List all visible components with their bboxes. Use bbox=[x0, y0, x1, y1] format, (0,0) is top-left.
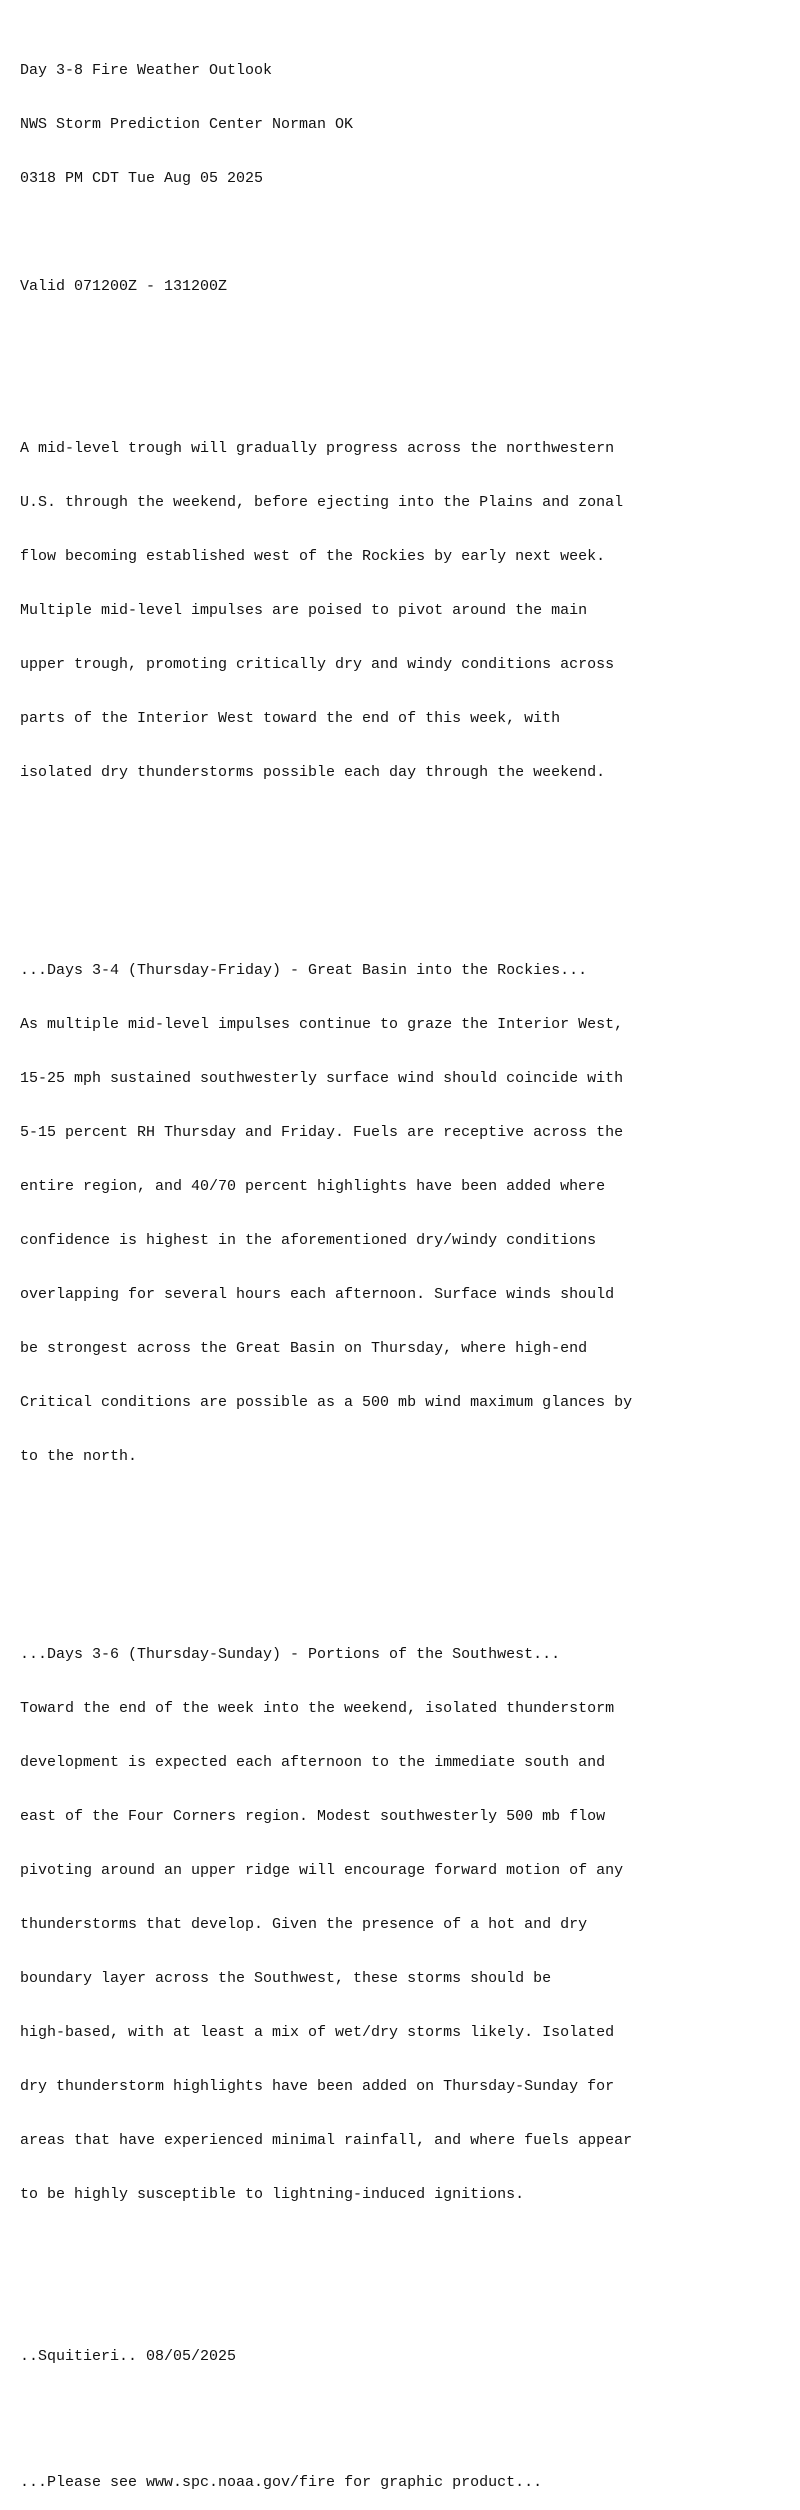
section-line: confidence is highest in the aforementioned dry/windy conditions bbox=[20, 1232, 597, 1249]
section-heading: ...Days 3-4 (Thursday-Friday) - Great Basin into the Rockies... bbox=[20, 962, 588, 979]
summary-line: U.S. through the weekend, before ejecting into the Plains and zonal bbox=[20, 494, 624, 511]
section-line: be strongest across the Great Basin on Thursday, where high-end bbox=[20, 1340, 588, 1357]
summary-line: upper trough, promoting critically dry and windy conditions across bbox=[20, 656, 615, 673]
section-line: dry thunderstorm highlights have been added on Thursday-Sunday for bbox=[20, 2078, 615, 2095]
summary-line: isolated dry thunderstorms possible each day through the weekend. bbox=[20, 764, 606, 781]
blank-line bbox=[20, 2402, 632, 2420]
summary-line: A mid-level trough will gradually progress across the northwestern bbox=[20, 440, 615, 457]
section-line: As multiple mid-level impulses continue to graze the Interior West, bbox=[20, 1016, 624, 1033]
section-line: to the north. bbox=[20, 1448, 138, 1465]
graphic-product-note bbox=[20, 2474, 632, 2492]
blank-line bbox=[20, 224, 632, 242]
valid-period: Valid 071200Z - 131200Z bbox=[20, 278, 228, 295]
section-line: high-based, with at least a mix of wet/dry storms likely. Isolated bbox=[20, 2024, 615, 2041]
section-great-basin bbox=[20, 926, 632, 1502]
section-southwest bbox=[20, 1610, 632, 2240]
summary-line: Multiple mid-level impulses are poised to pivot around the main bbox=[20, 602, 588, 619]
section-line: boundary layer across the Southwest, these storms should be bbox=[20, 1970, 552, 1987]
forecaster-signature: ..Squitieri.. 08/05/2025 bbox=[20, 2348, 237, 2365]
note-prefix: ...Please see bbox=[20, 2474, 147, 2491]
product-title: Day 3-8 Fire Weather Outlook bbox=[20, 62, 273, 79]
summary-line: flow becoming established west of the Rockies by early next week. bbox=[20, 548, 606, 565]
section-line: Toward the end of the week into the weekend, isolated thunderstorm bbox=[20, 1700, 615, 1717]
section-line: pivoting around an upper ridge will encourage forward motion of any bbox=[20, 1862, 624, 1879]
blank-line bbox=[20, 854, 632, 872]
issue-time: 0318 PM CDT Tue Aug 05 2025 bbox=[20, 170, 264, 187]
section-line: east of the Four Corners region. Modest southwesterly 500 mb flow bbox=[20, 1808, 606, 1825]
section-line: 5-15 percent RH Thursday and Friday. Fuels are receptive across the bbox=[20, 1124, 624, 1141]
section-line: development is expected each afternoon to the immediate south and bbox=[20, 1754, 606, 1771]
spc-fire-link[interactable]: www.spc.noaa.gov/fire bbox=[146, 2474, 336, 2491]
blank-line bbox=[20, 2276, 632, 2294]
section-line: entire region, and 40/70 percent highlights have been added where bbox=[20, 1178, 606, 1195]
section-heading: ...Days 3-6 (Thursday-Sunday) - Portions of the Southwest... bbox=[20, 1646, 561, 1663]
section-line: Critical conditions are possible as a 500 mb wind maximum glances by bbox=[20, 1394, 633, 1411]
summary-paragraph bbox=[20, 404, 632, 818]
summary-line: parts of the Interior West toward the end of this week, with bbox=[20, 710, 561, 727]
issuing-office: NWS Storm Prediction Center Norman OK bbox=[20, 116, 354, 133]
section-line: 15-25 mph sustained southwesterly surface wind should coincide with bbox=[20, 1070, 624, 1087]
section-line: to be highly susceptible to lightning-induced ignitions. bbox=[20, 2186, 525, 2203]
blank-line bbox=[20, 332, 632, 350]
note-suffix: for graphic product... bbox=[335, 2474, 543, 2491]
blank-line bbox=[20, 1538, 632, 1556]
section-line: thunderstorms that develop. Given the presence of a hot and dry bbox=[20, 1916, 588, 1933]
section-line: areas that have experienced minimal rainfall, and where fuels appear bbox=[20, 2132, 633, 2149]
outlook-text-block bbox=[20, 26, 632, 2510]
section-line: overlapping for several hours each afternoon. Surface winds should bbox=[20, 1286, 615, 1303]
